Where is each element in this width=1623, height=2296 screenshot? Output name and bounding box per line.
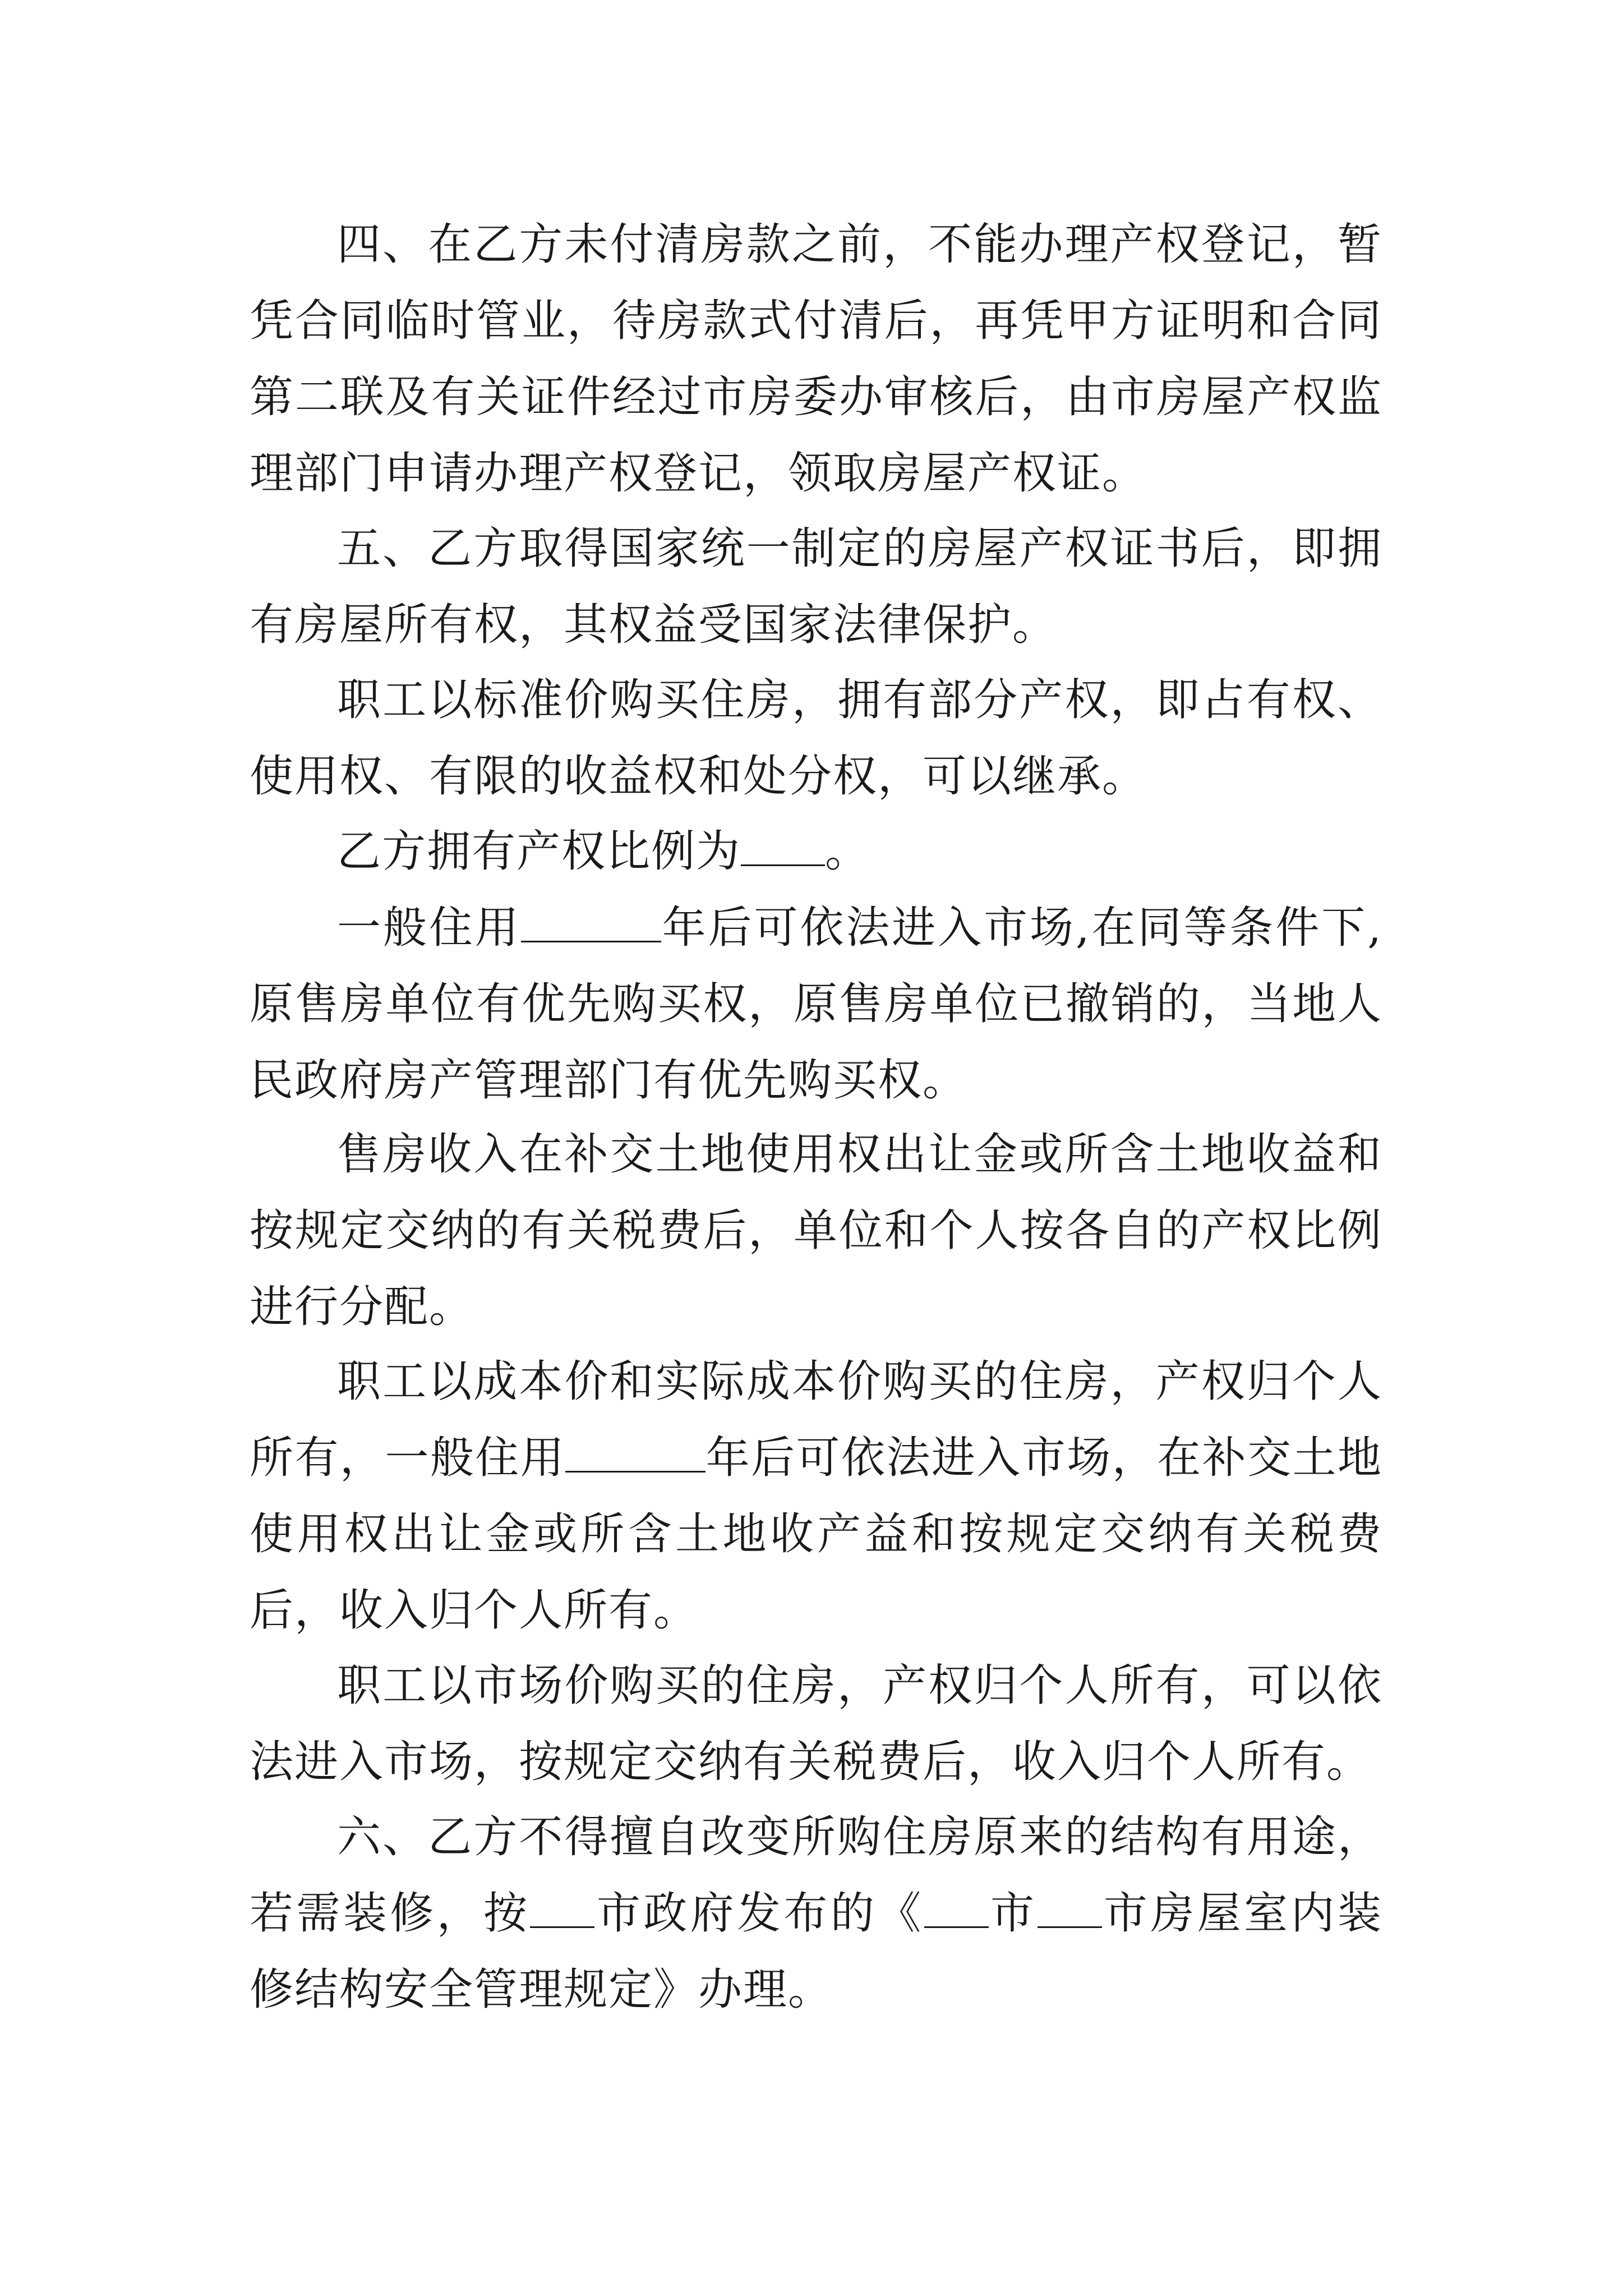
paragraph-text: 六、乙方不得擅自改变所购住房原来的结构有用途，若需装修，按 (250, 1812, 1382, 1939)
years-blank[interactable] (521, 904, 661, 942)
paragraph-text: 年后可依法进入市场，在补交土地使用权出让金或所含土地收产益和按规定交纳有关税费后，收入归个人所有。 (250, 1433, 1382, 1636)
paragraph-text: 职工以市场价购买的住房，产权归个人所有，可以依法进入市场，按规定交纳有关税费后，收入归个人所有。 (250, 1660, 1382, 1787)
paragraph-text: 乙方拥有产权比例为 (337, 826, 741, 877)
city-blank[interactable] (530, 1889, 594, 1928)
paragraph-text: 市政府发布的《 (594, 1888, 924, 1939)
paragraph-text: 职工以标准价购买住房，拥有部分产权，即占有权、使用权、有限的收益权和处分权，可以继承。 (250, 675, 1382, 802)
paragraph-text: 售房收入在补交土地使用权出让金或所含土地收益和按规定交纳的有关税费后，单位和个人按各自的产权比例进行分配。 (250, 1129, 1382, 1332)
city-blank[interactable] (1038, 1889, 1102, 1928)
paragraph-text: 。 (825, 826, 870, 877)
paragraph-text: 市 (988, 1888, 1038, 1939)
paragraph-ownership-ratio (250, 813, 1382, 890)
paragraph-text: 一般住用 (337, 903, 521, 953)
paragraph-clause-6 (250, 1799, 1382, 2028)
paragraph-text: 五、乙方取得国家统一制定的房屋产权证书后，即拥有房屋所有权，其权益受国家法律保护。 (250, 523, 1382, 650)
years-blank[interactable] (565, 1434, 706, 1473)
paragraph-text: 年后可依法进入市场,在同等条件下,原售房单位有优先购买权，原售房单位已撤销的，当地人民政府房产管理部门有优先购买权。 (250, 903, 1382, 1106)
paragraph-standard-price (250, 662, 1382, 815)
paragraph-market-price (250, 1648, 1382, 1800)
paragraph-sale-income (250, 1116, 1382, 1345)
paragraph-text: 四、在乙方未付清房款之前，不能办理产权登记，暂凭合同临时管业，待房款式付清后，再凭甲方证明和合同第二联及有关证件经过市房委办审核后，由市房屋产权监理部门申请办理产权登记，领取房屋产权证。 (250, 219, 1382, 499)
paragraph-clause-5 (250, 510, 1382, 663)
paragraph-clause-4 (250, 206, 1382, 512)
paragraph-market-entry (250, 890, 1382, 1119)
paragraph-text: 职工以成本价和实际成本价购买的住房，产权归个人所有，一般住用 (250, 1356, 1382, 1483)
city-blank[interactable] (924, 1889, 989, 1928)
paragraph-cost-price (250, 1343, 1382, 1649)
ownership-ratio-blank[interactable] (741, 827, 825, 866)
paragraph-text: 市房屋室内装修结构安全管理规定》办理。 (250, 1888, 1382, 2015)
